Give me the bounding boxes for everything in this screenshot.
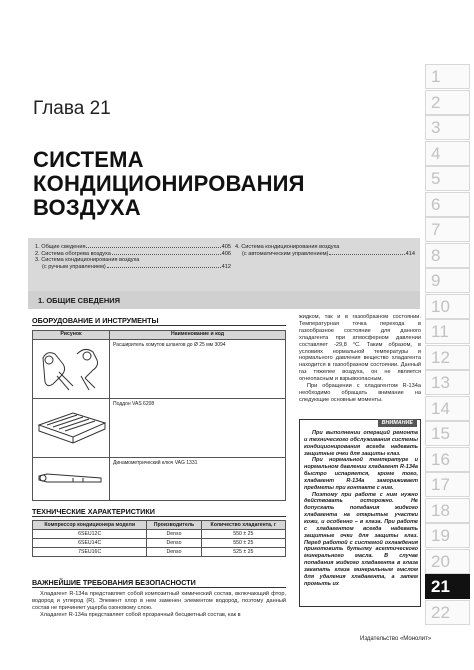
drain-tray-illustration [33, 399, 110, 458]
right-column-text [299, 314, 421, 404]
chapter-tab-15[interactable]: 15 [425, 421, 470, 446]
equipment-heading: ОБОРУДОВАНИЕ И ИНСТРУМЕНТЫ [32, 316, 159, 325]
table-row: 7SEU16C Denso 525 ± 25 [33, 548, 286, 557]
chapter-tab-12[interactable]: 12 [425, 345, 470, 370]
paragraph: Поэтому при работе с ним нужно действовать осторожно. Не допускать попадания жидкого хладагента на открытые участки кожи, и особенно – в глаза. При работе с хладагентом всегда надевать защитные очки для защиты глаз. Перед работой с системой охлаждения приготовить бутылку асептического минерального масла. В случае попадания жидкого хладагента в глаза закапать глаза минеральным маслом для удаления хладагента, а затем промыть их [304, 491, 418, 587]
table-row [33, 340, 286, 399]
warning-text [304, 430, 418, 587]
paragraph: Хладагент R-134a представляет собой композитный химический состав, включающий фтор, водород и углерод (R). Элемент хлор в нем заменен элементом водород, поэтому данный состав не причиняет ущерба озоновому слою. [32, 591, 286, 611]
col-header-name: Наименование и код [110, 331, 286, 340]
col-header-manufacturer: Производитель [147, 521, 201, 530]
warning-box [299, 419, 421, 607]
equipment-name: Поддон VAS 6208 [110, 399, 286, 458]
paragraph: При обращении с хладагентом R-134a необходимо обращать внимание на следующие основные моменты. [299, 383, 421, 403]
toc-item[interactable]: (с автоматическим управлением) 414 [242, 250, 415, 257]
hose-clamp-expander-illustration [33, 340, 110, 399]
title-line: КОНДИЦИОНИРОВАНИЯ [33, 171, 305, 196]
toc-left-column [35, 244, 231, 270]
chapter-tab-14[interactable]: 14 [425, 396, 470, 421]
chapter-tab-13[interactable]: 13 [425, 370, 470, 395]
equipment-table [32, 330, 286, 501]
chapter-title [33, 148, 305, 220]
chapter-label: Глава 21 [33, 98, 111, 119]
chapter-tab-20[interactable]: 20 [425, 549, 470, 574]
paragraph: жидком, так и в газообразном состоянии. Температурная точка перехода в газообразное состояние для данного хладагента при атмосферном давлении составляет -29,8 °С. Таким образом, в условиях нормальной температуры и нормального давления вещество хладагента находится в газообразном состоянии. Данный газ тяжелее воздуха, он не является огнеопасным и взрывоопасным. [299, 314, 421, 383]
toc-item[interactable]: 3. Система кондиционирования воздуха [35, 257, 140, 264]
chapter-tab-6[interactable]: 6 [425, 192, 470, 217]
chapter-tab-2[interactable]: 2 [425, 90, 470, 115]
toc-item[interactable]: (с ручным управлением) 412 [42, 263, 231, 270]
title-line: СИСТЕМА [33, 147, 144, 172]
chapter-tab-18[interactable]: 18 [425, 498, 470, 523]
toc-item[interactable]: 1. Общие сведения 405 [35, 244, 231, 250]
col-header-compressor: Компрессор кондиционера модели [33, 521, 147, 530]
toc-item[interactable]: 2. Система обогрева воздуха 406 [35, 250, 231, 257]
chapter-tab-8[interactable]: 8 [425, 243, 470, 268]
chapter-tab-19[interactable]: 19 [425, 523, 470, 548]
toc-item[interactable]: 4. Система кондиционирования воздуха [235, 244, 340, 250]
table-row [33, 399, 286, 458]
toc-right-column [235, 244, 415, 257]
chapter-tab-10[interactable]: 10 [425, 294, 470, 319]
chapter-tab-7[interactable]: 7 [425, 217, 470, 242]
specs-heading: ТЕХНИЧЕСКИЕ ХАРАКТЕРИСТИКИ [32, 507, 155, 516]
heading-underline [32, 516, 286, 517]
chapter-tab-4[interactable]: 4 [425, 141, 470, 166]
chapter-tab-11[interactable]: 11 [425, 319, 470, 344]
table-row [33, 458, 286, 501]
chapter-tab-5[interactable]: 5 [425, 166, 470, 191]
section-title-bar: 1. ОБЩИЕ СВЕДЕНИЯ [28, 291, 420, 309]
equipment-name: Динамометрический ключ VAG 1331 [110, 458, 286, 501]
safety-heading: ВАЖНЕЙШИЕ ТРЕБОВАНИЯ БЕЗОПАСНОСТИ [32, 578, 196, 587]
paragraph: При нормальной температуре и нормальном давлении хладагент R-134a быстро испаряется, кроме того, хладагент R-134a замораживает предметы при контакте с ним. [304, 457, 418, 491]
table-row: 6SEU12C Denso 550 ± 25 [33, 530, 286, 539]
heading-underline [32, 587, 286, 588]
specs-table [32, 520, 286, 557]
chapter-tab-21[interactable]: 21 [425, 574, 470, 599]
chapter-tab-1[interactable]: 1 [425, 64, 470, 89]
col-header-refrigerant: Количество хладагента, г [201, 521, 285, 530]
chapter-tab-16[interactable]: 16 [425, 447, 470, 472]
chapter-tab-17[interactable]: 17 [425, 472, 470, 497]
heading-underline [32, 325, 286, 326]
title-line: ВОЗДУХА [33, 195, 141, 220]
table-row: 6SEU14C Denso 550 ± 25 [33, 539, 286, 548]
torque-wrench-illustration [33, 458, 110, 501]
chapter-tab-9[interactable]: 9 [425, 268, 470, 293]
chapter-tab-22[interactable]: 22 [425, 600, 470, 625]
col-header-picture: Рисунок [33, 331, 110, 340]
equipment-name: Расширитель хомутов шлангов до Ø 25 мм 3094 [110, 340, 286, 399]
publisher-footer: Издательство «Монолит» [360, 636, 432, 642]
chapter-tab-3[interactable]: 3 [425, 115, 470, 140]
paragraph: При выполнении операций ремонта и технического обслуживания системы кондиционирования всегда надевать защитные очки для защиты глаз. [304, 430, 418, 457]
safety-text [32, 591, 286, 619]
paragraph: Хладагент R-134a представляет собой прозрачный бесцветный состав, как в [40, 611, 241, 618]
warning-label: ВНИМАНИЕ [378, 419, 417, 427]
